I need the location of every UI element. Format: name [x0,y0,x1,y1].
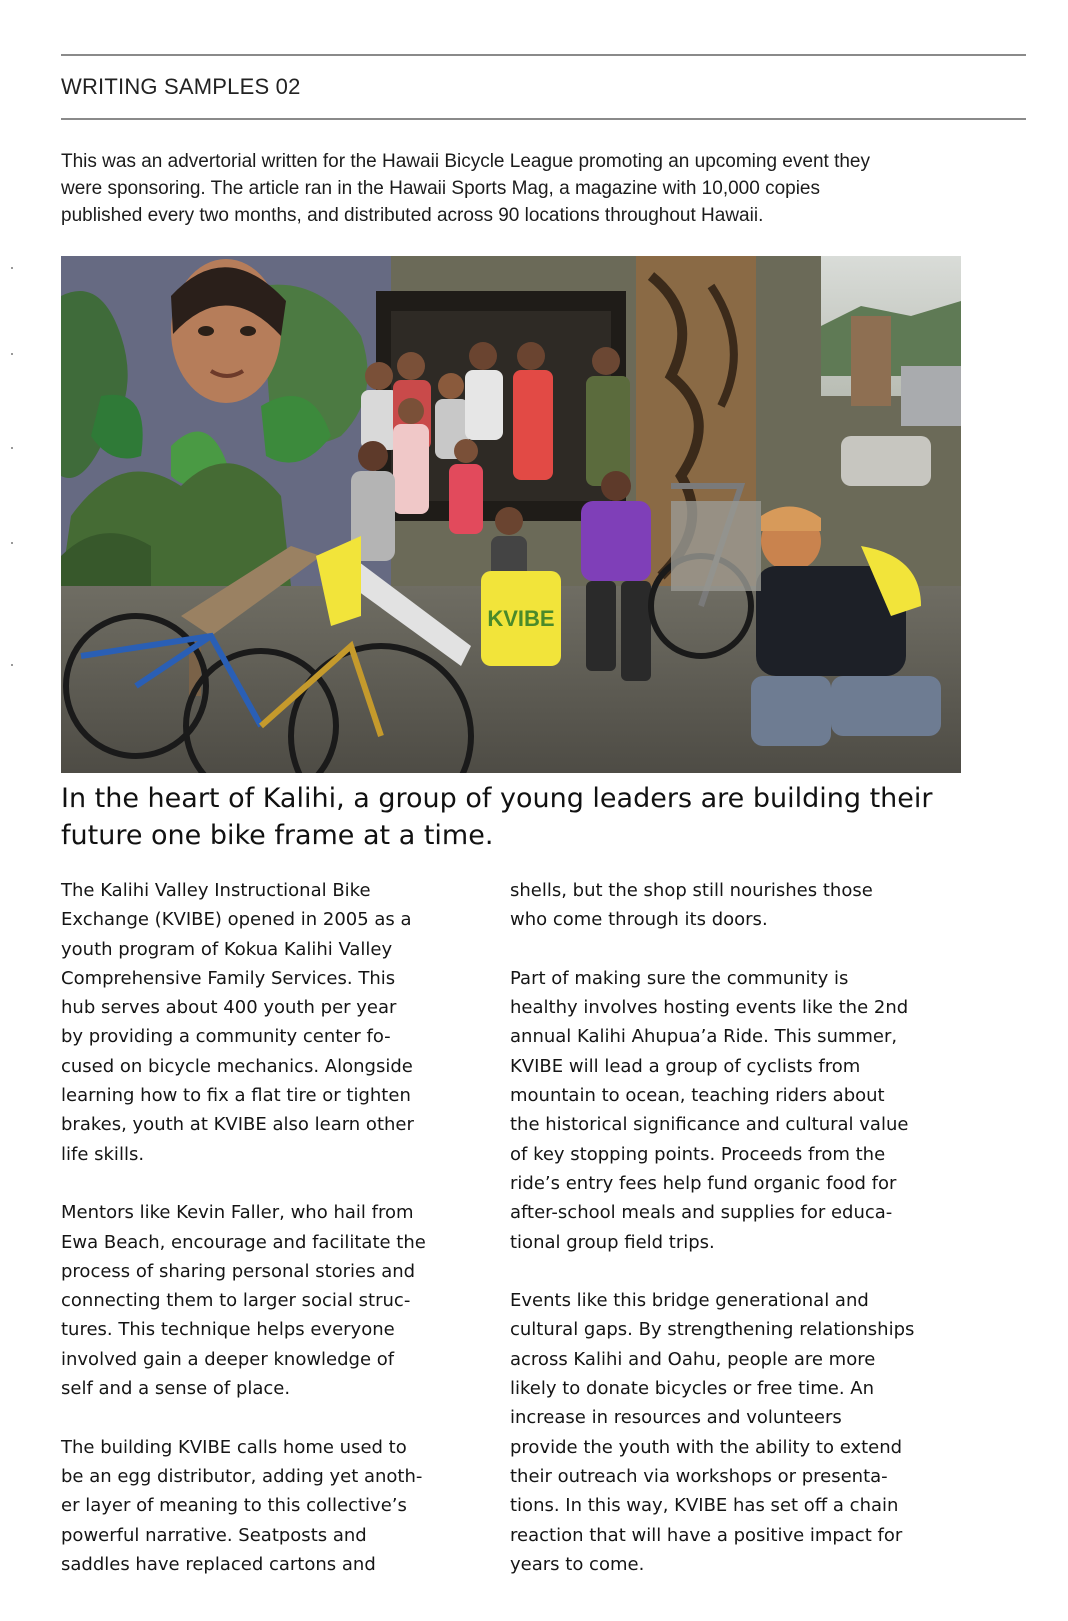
paragraph [510,1286,990,1579]
text-line: tions. In this way, KVIBE has set off a chain [510,1495,899,1517]
text-line: learning how to fix a flat tire or tighten [61,1085,411,1107]
text-line: KVIBE will lead a group of cyclists from [510,1055,861,1077]
text-line: youth program of Kokua Kalihi Valley [61,938,393,960]
text-line: of key stopping points. Proceeds from the [510,1143,886,1165]
bag-logo: KVIBE [487,606,555,631]
headline-line: future one bike frame at a time. [61,820,494,851]
top-divider [61,54,1026,56]
intro-paragraph [61,148,1021,229]
margin-mark [11,267,13,269]
text-line: after-school meals and supplies for educa- [510,1202,893,1224]
text-line: The Kalihi Valley Instructional Bike [61,880,371,901]
margin-mark [11,447,13,449]
text-line: Events like this bridge generational and [510,1290,869,1312]
text-line: their outreach via workshops or presenta- [510,1465,888,1487]
left-column [61,876,481,1579]
text-line: healthy involves hosting events like the 2nd [510,997,909,1019]
headline-line: In the heart of Kalihi, a group of young leaders are building their [61,783,933,814]
text-line: powerful narrative. Seatposts and [61,1524,367,1546]
text-line: annual Kalihi Ahupua’a Ride. This summer, [510,1026,898,1048]
text-line: Exchange (KVIBE) opened in 2005 as a [61,909,412,931]
text-line: hub serves about 400 youth per year [61,997,397,1019]
text-line: by providing a community center fo- [61,1026,391,1048]
paragraph [61,1433,481,1579]
text-line: mountain to ocean, teaching riders about [510,1085,885,1107]
article-photo [61,256,961,773]
text-line: cultural gaps. By strengthening relationships [510,1319,915,1341]
text-line: across Kalihi and Oahu, people are more [510,1348,876,1370]
text-line: The building KVIBE calls home used to [61,1436,407,1458]
article-headline [61,780,1021,854]
text-line: provide the youth with the ability to extend [510,1436,903,1458]
header-divider [61,118,1026,120]
text-line: involved gain a deeper knowledge of [61,1348,395,1370]
text-line: process of sharing personal stories and [61,1260,416,1282]
paragraph [61,876,481,1169]
paragraph [510,876,990,935]
group-photo-illustration [61,256,961,773]
paragraph [510,964,990,1257]
margin-mark [11,353,13,355]
text-line: brakes, youth at KVIBE also learn other [61,1114,414,1136]
section-label: WRITING SAMPLES 02 [61,74,301,99]
text-line: shells, but the shop still nourishes those [510,880,873,901]
text-line: increase in resources and volunteers [510,1407,842,1429]
text-line: life skills. [61,1143,145,1165]
text-line: likely to donate bicycles or free time. An [510,1378,874,1400]
text-line: tional group field trips. [510,1231,715,1253]
margin-mark [11,664,13,666]
paragraph [61,1198,481,1403]
right-column [510,876,990,1579]
text-line: who come through its doors. [510,909,768,931]
intro-line: published every two months, and distributed across 90 locations throughout Hawaii. [61,205,764,226]
text-line: the historical significance and cultural value [510,1114,909,1136]
text-line: years to come. [510,1553,645,1575]
text-line: Mentors like Kevin Faller, who hail from [61,1202,414,1224]
text-line: Comprehensive Family Services. This [61,967,396,989]
text-line: reaction that will have a positive impact for [510,1524,903,1546]
text-line: tures. This technique helps everyone [61,1319,395,1341]
text-line: er layer of meaning to this collective’s [61,1495,407,1517]
text-line: Part of making sure the community is [510,967,849,989]
text-line: cused on bicycle mechanics. Alongside [61,1055,413,1077]
text-line: saddles have replaced cartons and [61,1553,376,1575]
text-line: Ewa Beach, encourage and facilitate the [61,1231,426,1253]
intro-line: This was an advertorial written for the Hawaii Bicycle League promoting an upcoming event they [61,151,870,172]
margin-mark [11,542,13,544]
text-line: connecting them to larger social struc- [61,1290,411,1312]
text-line: ride’s entry fees help fund organic food for [510,1172,897,1194]
text-line: be an egg distributor, adding yet anoth- [61,1465,423,1487]
text-line: self and a sense of place. [61,1378,291,1400]
intro-line: were sponsoring. The article ran in the Hawaii Sports Mag, a magazine with 10,000 copies [61,178,820,199]
